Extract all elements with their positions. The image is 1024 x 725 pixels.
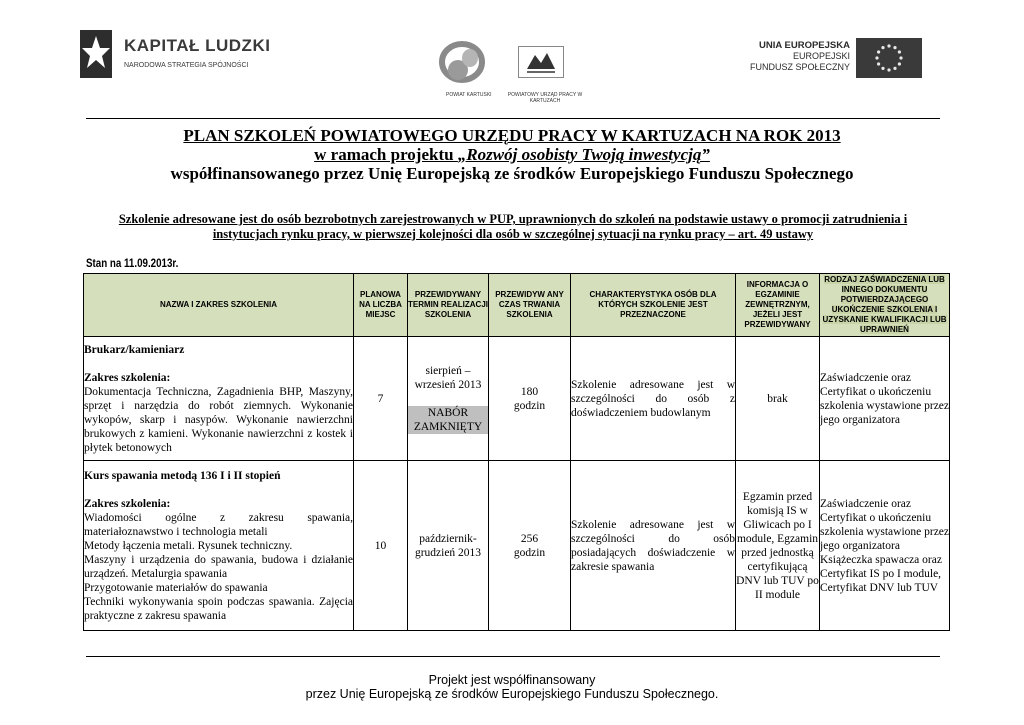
row1-status-badge: NABÓR ZAMKNIĘTY: [408, 406, 488, 434]
row2-cert: Zaświadczenie oraz Certyfikat o ukończeniu szkolenia wystawione przez jego organizatora Książeczka spawacza oraz Certyfikat IS po I module, Certyfikat DNV lub TUV: [820, 461, 950, 631]
row2-training-name: Kurs spawania metodą 136 I i II stopień: [84, 469, 281, 482]
row2-places: 10: [354, 461, 408, 631]
row1-scope: Dokumentacja Techniczna, Zagadnienia BHP, Maszyny, sprzęt i narzędzia do robót ziemnych. Wykonanie wykopów, skarp i nasypów. Wykonanie nawierzchni brukowych z kamieni. Wykonanie nawierzchni z kostek i płytek betonowych: [84, 385, 353, 454]
intro-line2: instytucjach rynku pracy, w pierwszej kolejności dla osób w szczególnej sytuacji na rynku pracy – art. 49 ustawy: [212, 227, 814, 241]
row2-scope-b: Metody łączenia metali. Rysunek techniczny.: [84, 539, 293, 552]
row1-exam: brak: [736, 337, 820, 461]
row1-term-cell: [408, 337, 489, 461]
row2-scope-c: Maszyny i urządzenia do spawania, budowa i działanie urządzeń. Metalurgia spawania: [84, 553, 353, 580]
header-duration: PRZEWIDYW ANY CZAS TRWANIA SZKOLENIA: [489, 274, 571, 337]
header-exam: INFORMACJA O EGZAMINIE ZEWNĘTRZNYM, JEŻELI JEST PRZEWIDYWANY: [736, 274, 820, 337]
row1-duration-unit: godzin: [513, 399, 546, 412]
intro-text: [86, 212, 940, 242]
header-places: PLANOWA NA LICZBA MIEJSC: [354, 274, 408, 337]
powiat-kartuski-logo-icon: [436, 40, 492, 90]
table-header-row: [84, 274, 950, 337]
pup-kartuzy-logo-icon: [518, 46, 564, 78]
status-date: Stan na 11.09.2013r.: [86, 258, 179, 270]
row1-persons: Szkolenie adresowane jest w szczególności do osób z doświadczeniem budowlanym: [571, 337, 736, 461]
footer-divider: [86, 656, 940, 657]
kapital-ludzki-logo: [80, 30, 280, 80]
header-term: PRZEWIDYWANY TERMIN REALIZACJI SZKOLENIA: [408, 274, 489, 337]
row1-training-name: Brukarz/kamieniarz: [84, 343, 185, 356]
intro-line1: Szkolenie adresowane jest do osób bezrobotnych zarejestrowanych w PUP, uprawnionych do szkoleń na podstawie ustawy o promocji zatrudnienia i: [118, 212, 908, 226]
row2-duration-num: 256: [520, 532, 539, 545]
row1-duration-cell: [489, 337, 571, 461]
project-subtitle: [80, 145, 944, 165]
row1-duration-num: 180: [520, 385, 539, 398]
row2-duration-cell: [489, 461, 571, 631]
header-divider: [86, 118, 940, 119]
header-cert: [820, 274, 950, 337]
row1-name-cell: [84, 337, 354, 461]
table-row: [84, 461, 950, 631]
pup-kartuzy-caption: POWIATOWY URZĄD PRACY W KARTUZACH: [507, 92, 583, 104]
row1-term: sierpień – wrzesień 2013: [414, 364, 482, 391]
row2-persons: Szkolenie adresowane jest w szczególności do osób posiadających doświadczenie w zakresie spawania: [571, 461, 736, 631]
row1-scope-label: Zakres szkolenia:: [84, 371, 171, 384]
ue-line2: EUROPEJSKI: [792, 51, 850, 61]
row2-scope-e: Techniki wykonywania spoin podczas spawania. Zajęcia praktyczne z zakresu spawania: [84, 595, 353, 622]
ue-line1: UNIA EUROPEJSKA: [759, 40, 850, 51]
cofinancing-line: współfinansowanego przez Unię Europejską ze środków Europejskiego Funduszu Społecznego: [170, 164, 854, 183]
table-row: [84, 337, 950, 461]
row2-scope-label: Zakres szkolenia:: [84, 497, 171, 510]
page-title: PLAN SZKOLEŃ POWIATOWEGO URZĘDU PRACY W KARTUZACH NA ROK 2013: [183, 126, 841, 145]
row1-places: 7: [354, 337, 408, 461]
ue-line3: FUNDUSZ SPOŁECZNY: [749, 62, 850, 72]
kapital-ludzki-title: KAPITAŁ LUDZKI: [124, 36, 271, 55]
project-name: „Rozwój osobisty Twoją inwestycją”: [457, 145, 710, 164]
header-cert-text: RODZAJ ZAŚWIADCZENIA LUB INNEGO DOKUMENTU POTWIERDZAJĄCEGO UKOŃCZENIE SZKOLENIA I UZYSKANIE KWALIFIKACJI LUB UPRAWNIEŃ: [822, 275, 947, 334]
row2-duration-unit: godzin: [513, 546, 546, 559]
row2-term: październik-grudzień 2013: [408, 461, 489, 631]
powiat-kartuski-caption: POWIAT KARTUSKI: [446, 92, 492, 98]
row2-exam: Egzamin przed komisją IS w Gliwicach po I module, Egzamin przed jednostką certyfikującą DNV lub TUV po II module: [736, 461, 820, 631]
row2-scope-a: Wiadomości ogólne z zakresu spawania, materiałoznawstwo i technologia metali: [84, 511, 353, 538]
unia-europejska-text: [740, 40, 850, 73]
footer-line1: Projekt jest współfinansowany: [428, 673, 596, 687]
eu-flag-icon: [856, 38, 922, 78]
header-persons: CHARAKTERYSTYKA OSÓB DLA KTÓRYCH SZKOLENIE JEST PRZEZNACZONE: [571, 274, 736, 337]
row1-cert: Zaświadczenie oraz Certyfikat o ukończeniu szkolenia wystawione przez jego organizatora: [820, 337, 950, 461]
row2-scope-d: Przygotowanie materiałów do spawania: [84, 581, 268, 594]
row2-name-cell: [84, 461, 354, 631]
kapital-ludzki-subtitle: NARODOWA STRATEGIA SPÓJNOŚCI: [124, 62, 249, 69]
training-plan-table: [83, 273, 950, 631]
project-prefix: w ramach projektu: [314, 145, 458, 164]
kapital-ludzki-emblem-icon: [80, 30, 112, 78]
footer-line2: przez Unię Europejską ze środków Europejskiego Funduszu Społecznego.: [305, 687, 719, 701]
header-name: NAZWA I ZAKRES SZKOLENIA: [84, 274, 354, 337]
